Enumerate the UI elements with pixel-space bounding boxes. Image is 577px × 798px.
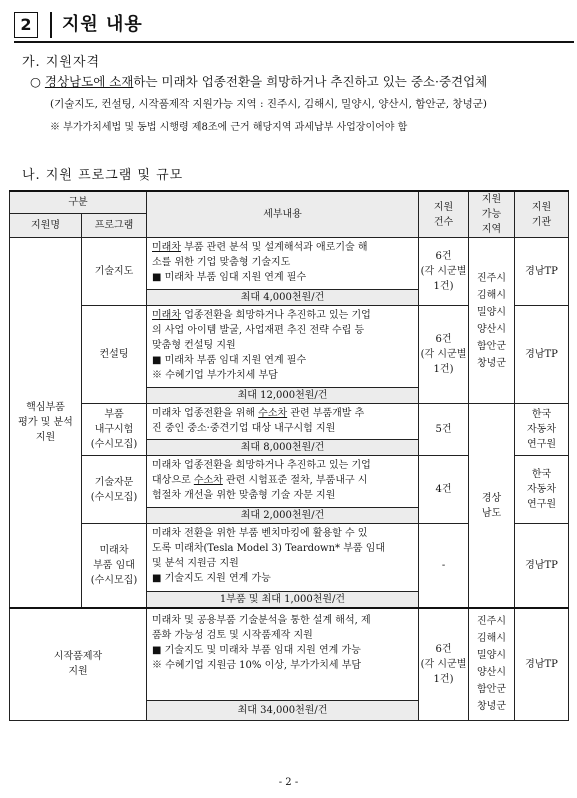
program-durability-test: 부품 내구시험 (수시모집) (82, 404, 147, 456)
eligible-regions: (기술지도, 컨설팅, 시작품제작 지원가능 지역 : 진주시, 김해시, 밀양시, 양산시, 함안군, 창녕군) (50, 98, 487, 110)
header-support-name: 지원명 (10, 213, 82, 237)
group-core-parts: 핵심부품 평가 및 분석 지원 (10, 238, 82, 609)
header-program: 프로그램 (82, 213, 147, 237)
eligibility-rest: 하는 미래차 업종전환을 희망하거나 추진하고 있는 중소·중견업체 (133, 74, 488, 89)
details-durability-test: 미래차 업종전환을 위해 수소차 관련 부품개발 추 진 중인 중소·중견기업 대상 내구시험 지원 (147, 404, 419, 440)
region-province: 경상 남도 (469, 404, 515, 609)
count-durability-test: 5건 (419, 404, 469, 456)
details-tech-advisory: 미래차 업종전환을 희망하거나 추진하고 있는 기업 대상으로 수소차 관련 시험표준 절차, 부품내구 시 험절차 개선을 위한 맞춤형 기술 자문 지원 (147, 456, 419, 508)
region-cities-1: 진주시 김해시 밀양시 양산시 함안군 창녕군 (469, 238, 515, 404)
eligibility-heading: 가. 지원자격 (22, 55, 101, 70)
agency-prototype: 경남TP (515, 608, 569, 720)
program-consulting: 컨설팅 (82, 306, 147, 404)
details-tech-guidance: 미래차 부품 관련 분석 및 설계해석과 애로기술 해 소를 위한 기업 맞춤형 기술지도 ■ 미래차 부품 임대 지원 연계 필수 (147, 238, 419, 290)
header-details: 세부내용 (147, 191, 419, 238)
agency-consulting: 경남TP (515, 306, 569, 404)
agency-tech-advisory: 한국 자동차 연구원 (515, 456, 569, 524)
group-prototype: 시작품제작 지원 (10, 608, 147, 720)
details-consulting: 미래차 업종전환을 희망하거나 추진하고 있는 기업 의 사업 아이템 발굴, 사업재편 추진 전략 수립 등 맞춤형 컨설팅 지원 ■ 미래차 부품 임대 지원 연계 필수 ※ 수혜기업 부가가치세 부담 (147, 306, 419, 388)
tax-note: ※ 부가가치세법 및 동법 시행령 제8조에 근거 해당지역 과세납부 사업장이어야 함 (50, 122, 408, 133)
section-header (4, 6, 572, 42)
max-tech-advisory: 최대 2,000천원/건 (147, 508, 419, 524)
header-divider (50, 12, 52, 38)
section-number: 2 (14, 12, 38, 38)
max-tech-guidance: 최대 4,000천원/건 (147, 290, 419, 306)
details-parts-rental: 미래차 전환을 위한 부품 벤치마킹에 활용할 수 있 도록 미래차(Tesla Model 3) Teardown* 부품 임대 및 분석 지원금 지원 ■ 기술지도 지원 연계 가능 (147, 524, 419, 592)
count-tech-advisory: 4건 (419, 456, 469, 524)
max-prototype: 최대 34,000천원/건 (147, 700, 419, 720)
eligibility-underlined: 경상남도에 소재 (44, 74, 134, 89)
program-table (9, 190, 569, 721)
header-region: 지원 가능 지역 (469, 191, 515, 238)
page-number: - 2 - (278, 777, 299, 788)
header-count: 지원 건수 (419, 191, 469, 238)
header-category: 구분 (10, 191, 147, 213)
count-tech-guidance: 6건 (각 시군별 1건) (419, 238, 469, 306)
max-durability-test: 최대 8,000천원/건 (147, 440, 419, 456)
program-heading: 나. 지원 프로그램 및 규모 (22, 168, 184, 183)
header-rule (14, 41, 574, 43)
count-parts-rental: - (419, 524, 469, 609)
section-title: 지원 내용 (62, 14, 143, 35)
details-prototype: 미래차 및 공용부품 기술분석을 통한 설계 해석, 제 품화 가능성 검토 및 시작품제작 지원 ■ 기술지도 및 미래차 부품 임대 지원 연계 가능 ※ 수혜기업 지원금 10% 이상, 부가가치세 부담 (147, 608, 419, 700)
max-parts-rental: 1부품 및 최대 1,000천원/건 (147, 592, 419, 609)
eligibility-text (30, 72, 487, 90)
program-parts-rental: 미래차 부품 임대 (수시모집) (82, 524, 147, 609)
max-consulting: 최대 12,000천원/건 (147, 388, 419, 404)
region-prototype: 진주시 김해시 밀양시 양산시 함안군 창녕군 (469, 608, 515, 720)
count-consulting: 6건 (각 시군별 1건) (419, 306, 469, 404)
agency-parts-rental: 경남TP (515, 524, 569, 609)
agency-durability-test: 한국 자동차 연구원 (515, 404, 569, 456)
program-tech-advisory: 기술자문 (수시모집) (82, 456, 147, 524)
header-agency: 지원 기관 (515, 191, 569, 238)
bullet-circle: ○ (30, 74, 41, 89)
agency-tech-guidance: 경남TP (515, 238, 569, 306)
program-tech-guidance: 기술지도 (82, 238, 147, 306)
count-prototype: 6건 (각 시군별 1건) (419, 608, 469, 720)
